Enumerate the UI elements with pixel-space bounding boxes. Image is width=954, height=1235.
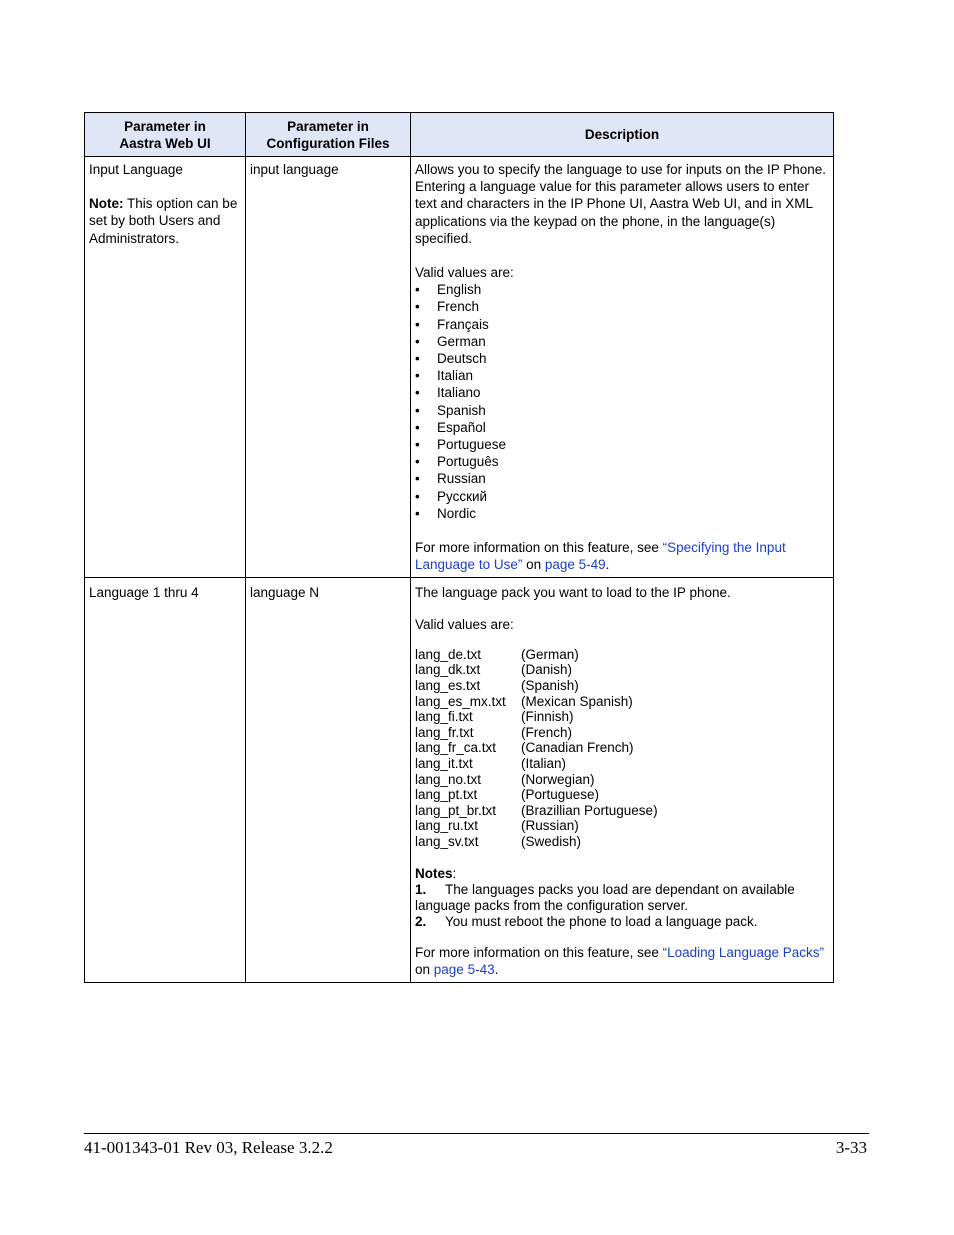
list-item: • Português xyxy=(415,453,829,470)
row2-more-prefix: For more information on this feature, see xyxy=(415,944,663,960)
note-number: 2. xyxy=(415,913,427,929)
row2-web-ui-param: Language 1 thru 4 xyxy=(89,585,199,601)
pack-file: lang_dk.txt xyxy=(415,662,481,678)
pack-file: lang_fi.txt xyxy=(415,709,473,725)
row2-notes-colon: : xyxy=(452,865,457,881)
row2-note-1 xyxy=(415,882,829,914)
header-web-ui xyxy=(85,113,246,157)
pack-language: (Finnish) xyxy=(521,709,574,725)
pack-language: (Danish) xyxy=(521,662,573,678)
list-item xyxy=(415,725,658,741)
list-item: • Français xyxy=(415,316,829,333)
row1-config-cell xyxy=(246,157,411,578)
row1-note xyxy=(89,195,241,247)
list-item xyxy=(415,694,658,710)
row1-description-cell xyxy=(411,157,834,578)
row1-more-info xyxy=(415,539,829,573)
note-number: 1. xyxy=(415,881,427,897)
pack-language: (Mexican Spanish) xyxy=(521,693,633,709)
list-item xyxy=(415,647,658,663)
list-item: • German xyxy=(415,333,829,350)
table-row xyxy=(85,578,834,983)
row1-page-link[interactable]: page 5-49 xyxy=(544,557,606,573)
pack-file: lang_sv.txt xyxy=(415,834,479,849)
pack-language: (German) xyxy=(521,646,579,662)
parameters-table xyxy=(84,112,834,983)
footer-divider xyxy=(84,1133,869,1134)
header-config-files xyxy=(246,113,411,157)
pack-file: lang_ru.txt xyxy=(415,818,479,834)
pack-file: lang_fr_ca.txt xyxy=(415,740,497,756)
list-item xyxy=(415,709,658,725)
list-item xyxy=(415,662,658,678)
row2-section-link[interactable]: “Loading Language Packs” xyxy=(662,944,824,960)
header-description: Description xyxy=(411,113,834,157)
list-item: • Deutsch xyxy=(415,350,829,367)
list-item: • Russian xyxy=(415,470,829,487)
row2-description-cell xyxy=(411,578,834,983)
list-item xyxy=(415,834,658,850)
list-item: • French xyxy=(415,298,829,315)
language-packs-list xyxy=(415,647,658,850)
row1-web-ui-param: Input Language xyxy=(89,162,183,177)
header-web-ui-line2: Aastra Web UI xyxy=(119,135,211,151)
table-header-row xyxy=(85,113,834,157)
pack-language: (Swedish) xyxy=(521,834,582,849)
list-item: • English xyxy=(415,281,829,298)
row2-more-info xyxy=(415,944,829,978)
row2-notes-label: Notes xyxy=(415,865,453,881)
header-config-line2: Configuration Files xyxy=(266,135,390,151)
pack-file: lang_fr.txt xyxy=(415,724,474,740)
table-row xyxy=(85,157,834,578)
pack-language: (Portuguese) xyxy=(521,787,600,803)
header-web-ui-line1: Parameter in xyxy=(124,118,206,134)
list-item xyxy=(415,787,658,803)
pack-file: lang_it.txt xyxy=(415,756,473,772)
pack-file: lang_de.txt xyxy=(415,646,482,662)
pack-file: lang_es.txt xyxy=(415,678,481,694)
row2-web-ui-cell xyxy=(85,578,246,983)
list-item: • Italiano xyxy=(415,384,829,401)
header-config-line1: Parameter in xyxy=(287,118,369,134)
footer-doc-id: 41-001343-01 Rev 03, Release 3.2.2 xyxy=(84,1138,333,1157)
pack-language: (Canadian French) xyxy=(521,740,634,756)
row2-config-param: language N xyxy=(250,585,320,601)
row1-more-prefix: For more information on this feature, see xyxy=(415,540,663,556)
row2-more-on: on xyxy=(415,962,434,977)
row1-values-list xyxy=(415,281,829,522)
pack-file: lang_pt_br.txt xyxy=(415,802,497,818)
row1-note-label: Note: xyxy=(89,196,124,212)
note-text: The languages packs you load are dependant on available language packs from the configuration server. xyxy=(415,881,795,913)
pack-file: lang_pt.txt xyxy=(415,787,478,803)
list-item xyxy=(415,818,658,834)
row1-description-intro: Allows you to specify the language to use for inputs on the IP Phone. Entering a language value for this parameter allows users to enter text and characters in the IP Phone UI, Aastra Web UI, and in XML applications via the keypad on the phone, in the language(s) specified. xyxy=(415,162,827,246)
footer-page-number: 3-33 xyxy=(835,1138,867,1157)
pack-language: (Spanish) xyxy=(521,678,579,694)
list-item: • Español xyxy=(415,419,829,436)
row2-valid-label: Valid values are: xyxy=(415,616,514,632)
pack-file: lang_es_mx.txt xyxy=(415,693,506,709)
row2-page-link[interactable]: page 5-43 xyxy=(433,962,495,977)
row1-section-link[interactable]: “Specifying the Input Language to Use” xyxy=(415,540,786,573)
row1-valid-label: Valid values are: xyxy=(415,265,514,281)
row1-web-ui-cell xyxy=(85,157,246,578)
pack-language: (French) xyxy=(521,724,573,740)
list-item: • Portuguese xyxy=(415,436,829,453)
list-item: • Nordic xyxy=(415,505,829,522)
row2-more-end: . xyxy=(494,962,499,977)
pack-language: (Brazillian Portuguese) xyxy=(521,802,658,818)
list-item: • Русский xyxy=(415,488,829,505)
row2-config-cell xyxy=(246,578,411,983)
pack-language: (Norwegian) xyxy=(521,771,595,787)
pack-language: (Russian) xyxy=(521,818,579,834)
row2-note-2 xyxy=(415,914,829,930)
list-item: • Spanish xyxy=(415,402,829,419)
list-item xyxy=(415,772,658,788)
row2-description-intro: The language pack you want to load to the IP phone. xyxy=(415,585,731,601)
list-item: • Italian xyxy=(415,367,829,384)
pack-language: (Italian) xyxy=(521,756,567,772)
row1-more-end: . xyxy=(605,557,610,573)
row2-notes-heading xyxy=(415,865,829,882)
row1-config-param: input language xyxy=(250,162,339,177)
row1-note-text: This option can be set by both Users and Administrators. xyxy=(89,196,238,246)
note-text: You must reboot the phone to load a language pack. xyxy=(445,913,758,929)
list-item xyxy=(415,756,658,772)
list-item xyxy=(415,740,658,756)
list-item xyxy=(415,803,658,819)
list-item xyxy=(415,678,658,694)
pack-file: lang_no.txt xyxy=(415,771,482,787)
row1-more-on: on xyxy=(522,557,545,573)
